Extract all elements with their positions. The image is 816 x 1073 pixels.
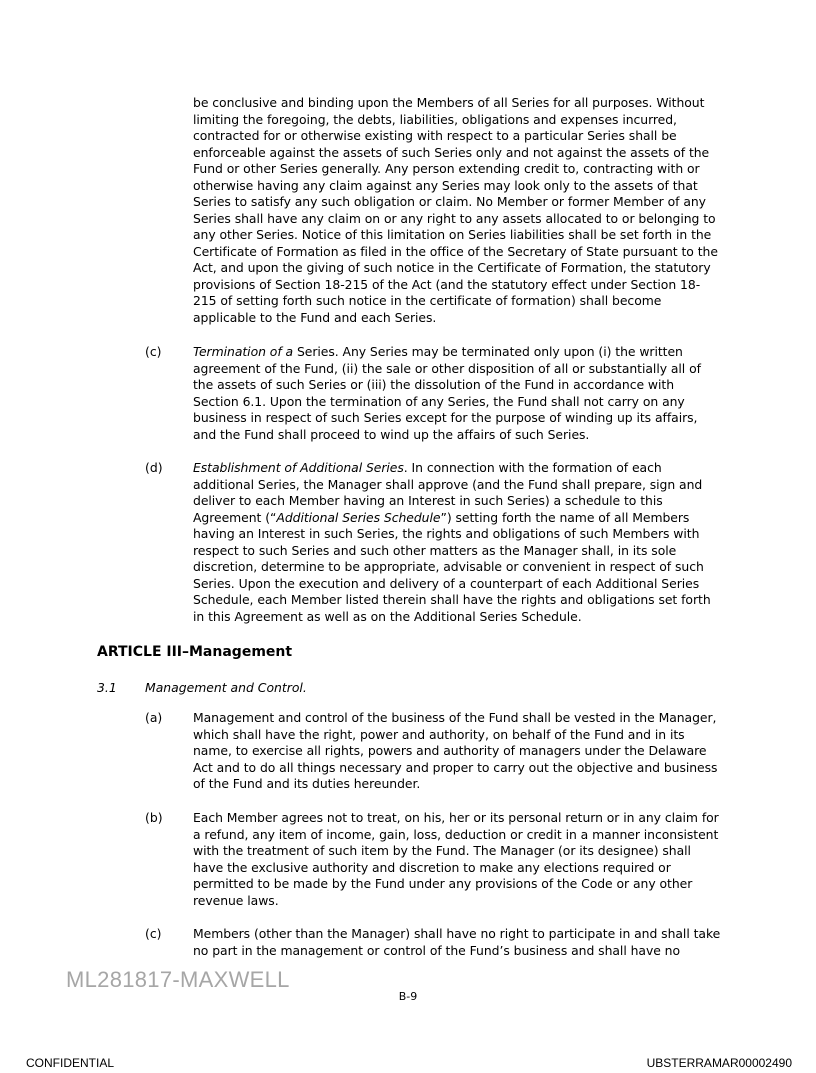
bates-watermark: ML281817-MAXWELL bbox=[66, 967, 290, 992]
paragraph-text: be conclusive and binding upon the Members of all Series for all purposes. Without limiting the foregoing, the debts, liabilities, obligations and expenses incurred, contracted for or otherwise existing with respect to a particular Series shall be enforceable against the assets of such Series only and not against the assets of the Fund or other Series generally. Any person extending credit to, contracting with or otherwise having any claim against any Series may look only to the assets of that Series to satisfy any such obligation or claim. No Member or former Member of any Series shall have any claim on or any right to any assets allocated to or belonging to any other Series. Notice of this limitation on Series liabilities shall be set forth in the Certificate of Formation as filed in the office of the Secretary of State pursuant to the Act, and upon the giving of such notice in the Certificate of Formation, the statutory provisions of Section 18-215 of the Act (and the statutory effect under Section 18-215 of setting forth such notice in the certificate of formation) shall become applicable to the Fund and each Series. bbox=[193, 95, 718, 325]
item-title: Establishment of Additional Series bbox=[193, 460, 404, 475]
list-item-2c bbox=[145, 344, 725, 444]
item-text: Management and control of the business of the Fund shall be vested in the Manager, which shall have the right, power and authority, on behalf of the Fund and in its name, to exercise all rights, powers and authority of managers under the Delaware Act and to do all things necessary and proper to carry out the objective and business of the Fund and its duties hereunder. bbox=[193, 710, 718, 791]
item-label: (c) bbox=[145, 926, 162, 941]
list-item-3a bbox=[145, 710, 725, 810]
item-body bbox=[193, 344, 721, 443]
item-label: (c) bbox=[145, 344, 162, 359]
item-body bbox=[193, 460, 721, 625]
section-title: Management and Control. bbox=[145, 680, 307, 695]
section-number: 3.1 bbox=[97, 680, 117, 695]
item-label: (b) bbox=[145, 810, 163, 825]
bates-number: UBSTERRAMAR00002490 bbox=[646, 1056, 792, 1070]
item-text: Series. Any Series may be terminated only upon (i) the written agreement of the Fund, (ii) the sale or other disposition of all or substantially all of the assets of such Series or (iii) the dissolution of the Fund in accordance with Section 6.1. Upon the termination of any Series, the Fund shall not carry on any business in respect of such Series except for the purpose of winding up its affairs, and the Fund shall proceed to wind up the affairs of such Series. bbox=[193, 344, 701, 442]
item-text: Members (other than the Manager) shall have no right to participate in and shall take no part in the management or control of the Fund’s business and shall have no bbox=[193, 926, 721, 958]
item-text-b: ”) setting forth the name of all Members having an Interest in such Series, the rights and obligations of such Members with respect to such Series and such other matters as the Manager shall, in its sole discretion, determine to be appropriate, advisable or convenient in respect of such Series. Upon the execution and delivery of a counterpart of each Additional Series Schedule, each Member listed therein shall have the rights and obligations set forth in this Agreement as well as on the Additional Series Schedule. bbox=[193, 509, 711, 624]
item-label: (d) bbox=[145, 460, 163, 475]
item-text-a: . In connection with the formation of each additional Series, the Manager shall approve (and the Fund shall prepare, sign and deliver to each Member having an Interest in such Series) a schedule to this Agreement (“ bbox=[193, 460, 703, 525]
list-item-3c bbox=[145, 926, 725, 962]
item-title: Termination of a bbox=[193, 344, 294, 359]
list-item-3b bbox=[145, 810, 725, 910]
article-heading: ARTICLE III–Management bbox=[97, 644, 293, 660]
defined-term: Additional Series Schedule bbox=[276, 509, 441, 525]
item-text: Each Member agrees not to treat, on his, her or its personal return or in any claim for a refund, any item of income, gain, loss, deduction or credit in a manner inconsistent with the treatment of such item by the Fund. The Manager (or its designee) shall have the exclusive authority and discretion to make any elections required or permitted to be made by the Fund under any provisions of the Code or any other revenue laws. bbox=[193, 810, 719, 908]
list-item-2d bbox=[145, 460, 725, 630]
page-number: B-9 bbox=[398, 990, 418, 1003]
item-label: (a) bbox=[145, 710, 163, 725]
confidential-label: CONFIDENTIAL bbox=[26, 1056, 115, 1070]
continuation-paragraph bbox=[193, 95, 721, 326]
